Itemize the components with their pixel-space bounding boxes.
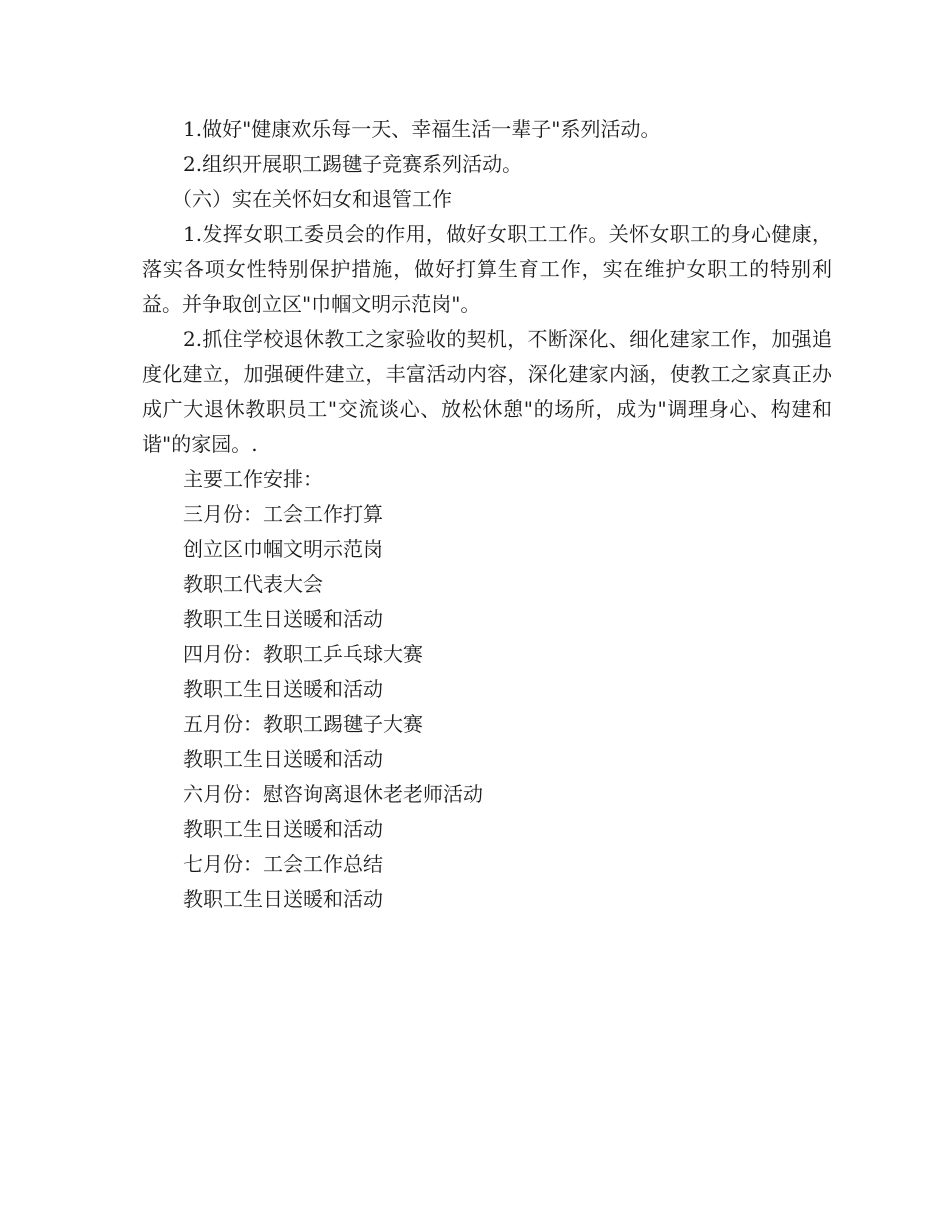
schedule-list [142,497,832,917]
schedule-item: 教职工生日送暖和活动 [183,677,383,701]
schedule-item: 教职工生日送暖和活动 [183,607,383,631]
schedule-item: 六月份：慰咨询离退休老老师活动 [183,782,483,806]
paragraph-retired-staff: 2.抓住学校退休教工之家验收的契机，不断深化、细化建家工作，加强追度化建立，加强硬件建立，丰富活动内容，深化建家内涵，使教工之家真正办成广大退休教职员工"交流谈心、放松休憩"的场所，成为"调理身心、构建和谐"的家园。. [142,327,832,456]
schedule-item: 四月份：教职工乒乓球大赛 [183,642,423,666]
paragraph-item-2: 2.组织开展职工踢毽子竞赛系列活动。 [183,152,523,176]
schedule-item: 五月份：教职工踢毽子大赛 [183,712,423,736]
schedule-item: 创立区巾帼文明示范岗 [183,537,383,561]
section-heading: （六）实在关怀妇女和退管工作 [172,187,452,211]
schedule-item: 教职工生日送暖和活动 [183,817,383,841]
schedule-item: 教职工生日送暖和活动 [183,887,383,911]
schedule-item: 七月份：工会工作总结 [183,852,383,876]
paragraph-item-1: 1.做好"健康欢乐每一天、幸福生活一辈子"系列活动。 [183,117,661,141]
schedule-heading: 主要工作安排： [183,467,323,491]
schedule-item: 三月份：工会工作打算 [183,502,383,526]
paragraph-women-workers: 1.发挥女职工委员会的作用，做好女职工工作。关怀女职工的身心健康，落实各项女性特别保护措施，做好打算生育工作，实在维护女职工的特别利益。并争取创立区"巾帼文明示范岗"。 [142,222,832,316]
document-body [142,112,832,917]
schedule-item: 教职工代表大会 [183,572,323,596]
schedule-item: 教职工生日送暖和活动 [183,747,383,771]
